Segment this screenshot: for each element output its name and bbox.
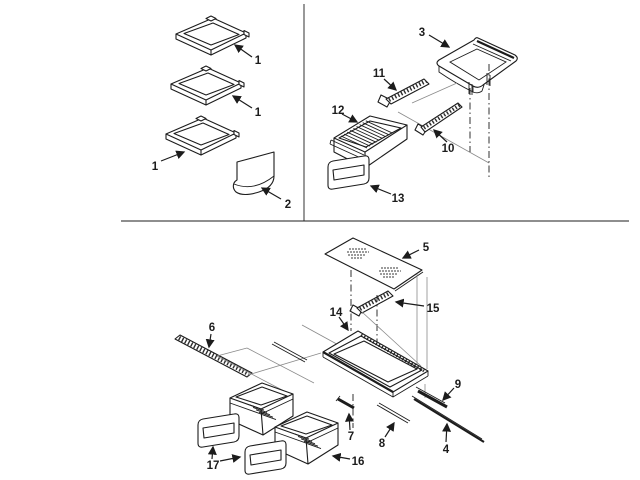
section-bottom-crisper-assembly (175, 238, 484, 474)
part-10-slide-rail (415, 103, 462, 135)
callout-3 (419, 27, 449, 47)
callout-label: 15 (426, 303, 440, 315)
part-13-drawer-front (328, 156, 369, 189)
callout-7 (348, 414, 354, 443)
callout-15 (396, 302, 440, 315)
callout-label: 4 (442, 444, 450, 456)
callout-label: 9 (454, 379, 462, 391)
callout-label: 1 (151, 161, 159, 173)
callout-14 (330, 307, 348, 330)
callout-label: 17 (206, 460, 220, 472)
callout-label: 1 (254, 55, 262, 67)
callout-label: 2 (284, 199, 292, 211)
callout-17 (207, 447, 240, 472)
callout-13 (371, 186, 404, 205)
callout-8 (379, 423, 394, 450)
callout-label: 3 (418, 27, 426, 39)
callout-label: 5 (422, 242, 430, 254)
part-1-shelf (166, 116, 239, 155)
callout-16 (333, 456, 364, 468)
callout-label: 1 (254, 107, 262, 119)
callout-11 (373, 68, 396, 90)
callout-label: 14 (329, 307, 343, 319)
part-5-glass-shelf (325, 238, 423, 291)
callout-label: 12 (331, 105, 345, 117)
callout-12 (332, 105, 357, 122)
callout-label: 13 (391, 193, 405, 205)
part-15-rail (350, 291, 393, 316)
callout-label: 6 (208, 322, 216, 334)
callout-label: 8 (378, 438, 386, 450)
part-17-drawer-front (198, 414, 239, 447)
callout-5 (403, 242, 430, 258)
part-2-door-bin (233, 152, 274, 195)
part-1-shelf (171, 66, 244, 105)
callout-9 (443, 379, 461, 400)
callout-6 (209, 322, 215, 347)
callout-1b (233, 96, 262, 119)
callout-4 (443, 424, 450, 456)
part-4-rail (412, 396, 484, 442)
section-top-left-shelves (166, 16, 274, 195)
part-8-rail (377, 403, 410, 423)
callout-label: 11 (372, 68, 386, 80)
part-7-rail (336, 396, 354, 408)
callout-label: 7 (347, 431, 355, 443)
projection-line (248, 353, 321, 375)
callout-label: 10 (441, 143, 455, 155)
part-11-slide-rail (378, 79, 429, 107)
callout-2 (262, 188, 291, 211)
part-6-rail (175, 335, 252, 377)
part-17-drawer-front (245, 441, 286, 474)
part-14-shelf-frame (323, 331, 428, 397)
section-top-right-deli-assembly (328, 38, 517, 189)
callout-1c (152, 152, 184, 173)
callout-1a (235, 45, 262, 67)
callout-label: 16 (351, 456, 365, 468)
part-1-shelf (176, 16, 249, 55)
